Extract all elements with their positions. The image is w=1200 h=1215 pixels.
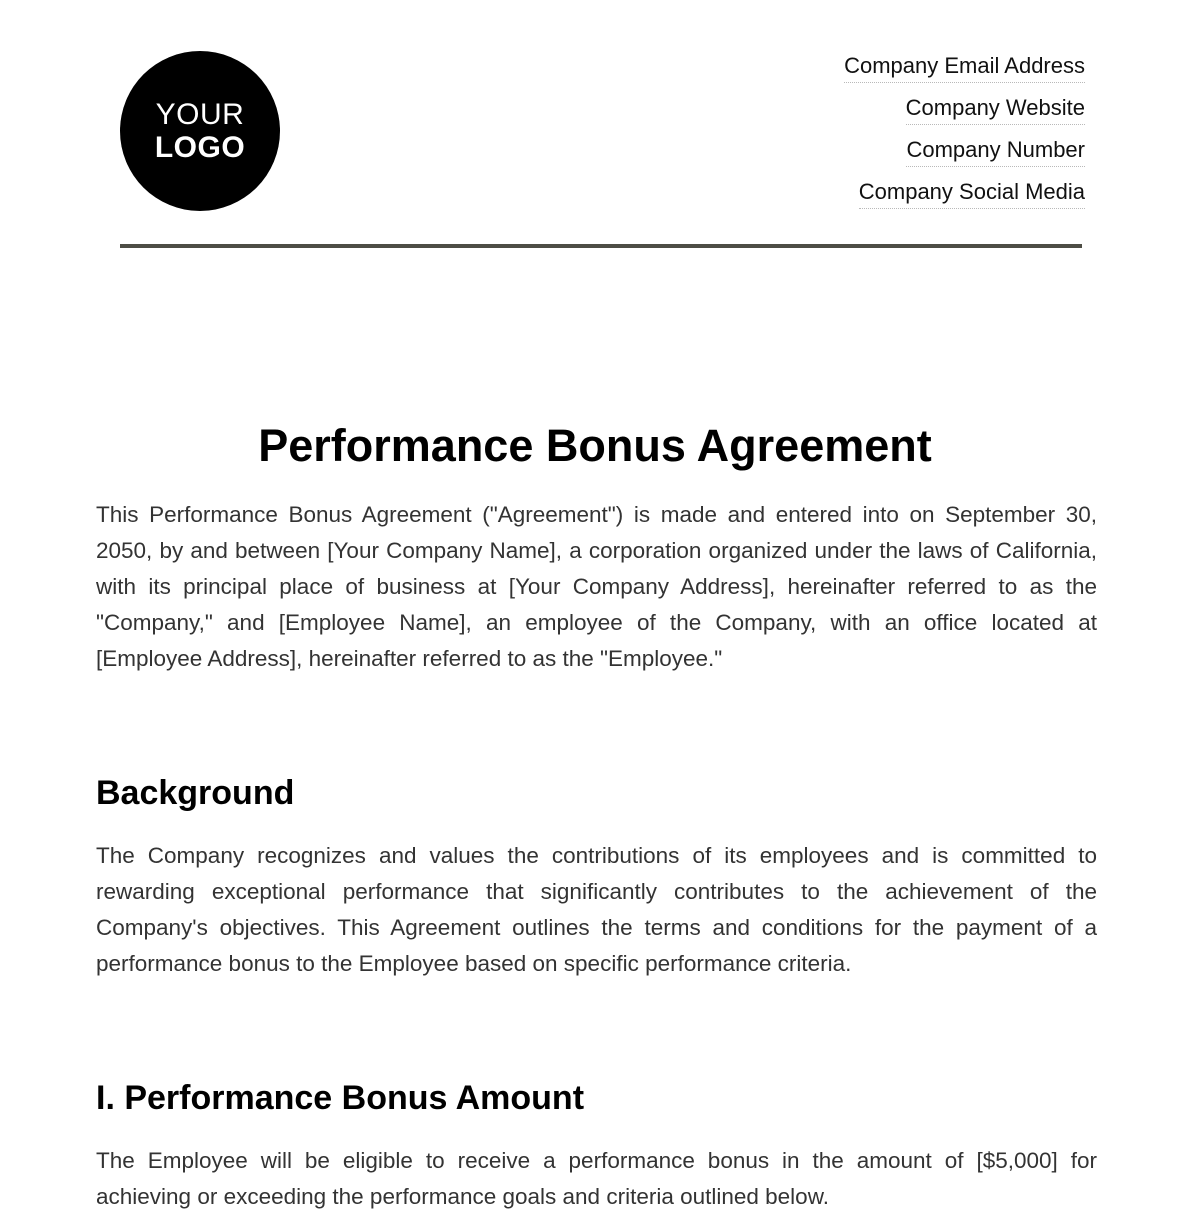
logo-text-your: YOUR [155,97,245,131]
company-contact-block [844,52,1085,220]
background-paragraph: The Company recognizes and values the contributions of its employees and is committed to rewarding exceptional performance that significantly contributes to the achievement of the Company's objectives. This Agreement outlines the terms and conditions for the payment of a performance bonus to the Employee based on specific performance criteria. [96,843,1097,976]
company-number: Company Number [906,136,1085,167]
document-title: Performance Bonus Agreement [258,420,932,471]
logo-text-logo: LOGO [154,130,246,164]
bonus-amount-paragraph: The Employee will be eligible to receive a performance bonus in the amount of [$5,000] for achieving or exceeding the performance goals and criteria outlined below. [96,1148,1097,1209]
company-social-media: Company Social Media [859,178,1085,209]
section-heading-bonus-amount: I. Performance Bonus Amount [96,1079,585,1117]
company-logo [120,51,280,211]
intro-paragraph: This Performance Bonus Agreement ("Agreement") is made and entered into on September 30, 2050, by and between [Your Company Name], a corporation organized under the laws of California, with its principal place of business at [Your Company Address], hereinafter referred to as the "Company," and [Employee Name], an employee of the Company, with an office located at [Employee Address], hereinafter referred to as the "Employee." [96,502,1097,671]
company-website: Company Website [906,94,1085,125]
section-heading-background: Background [96,774,295,812]
header-divider [120,244,1082,248]
company-email: Company Email Address [844,52,1085,83]
